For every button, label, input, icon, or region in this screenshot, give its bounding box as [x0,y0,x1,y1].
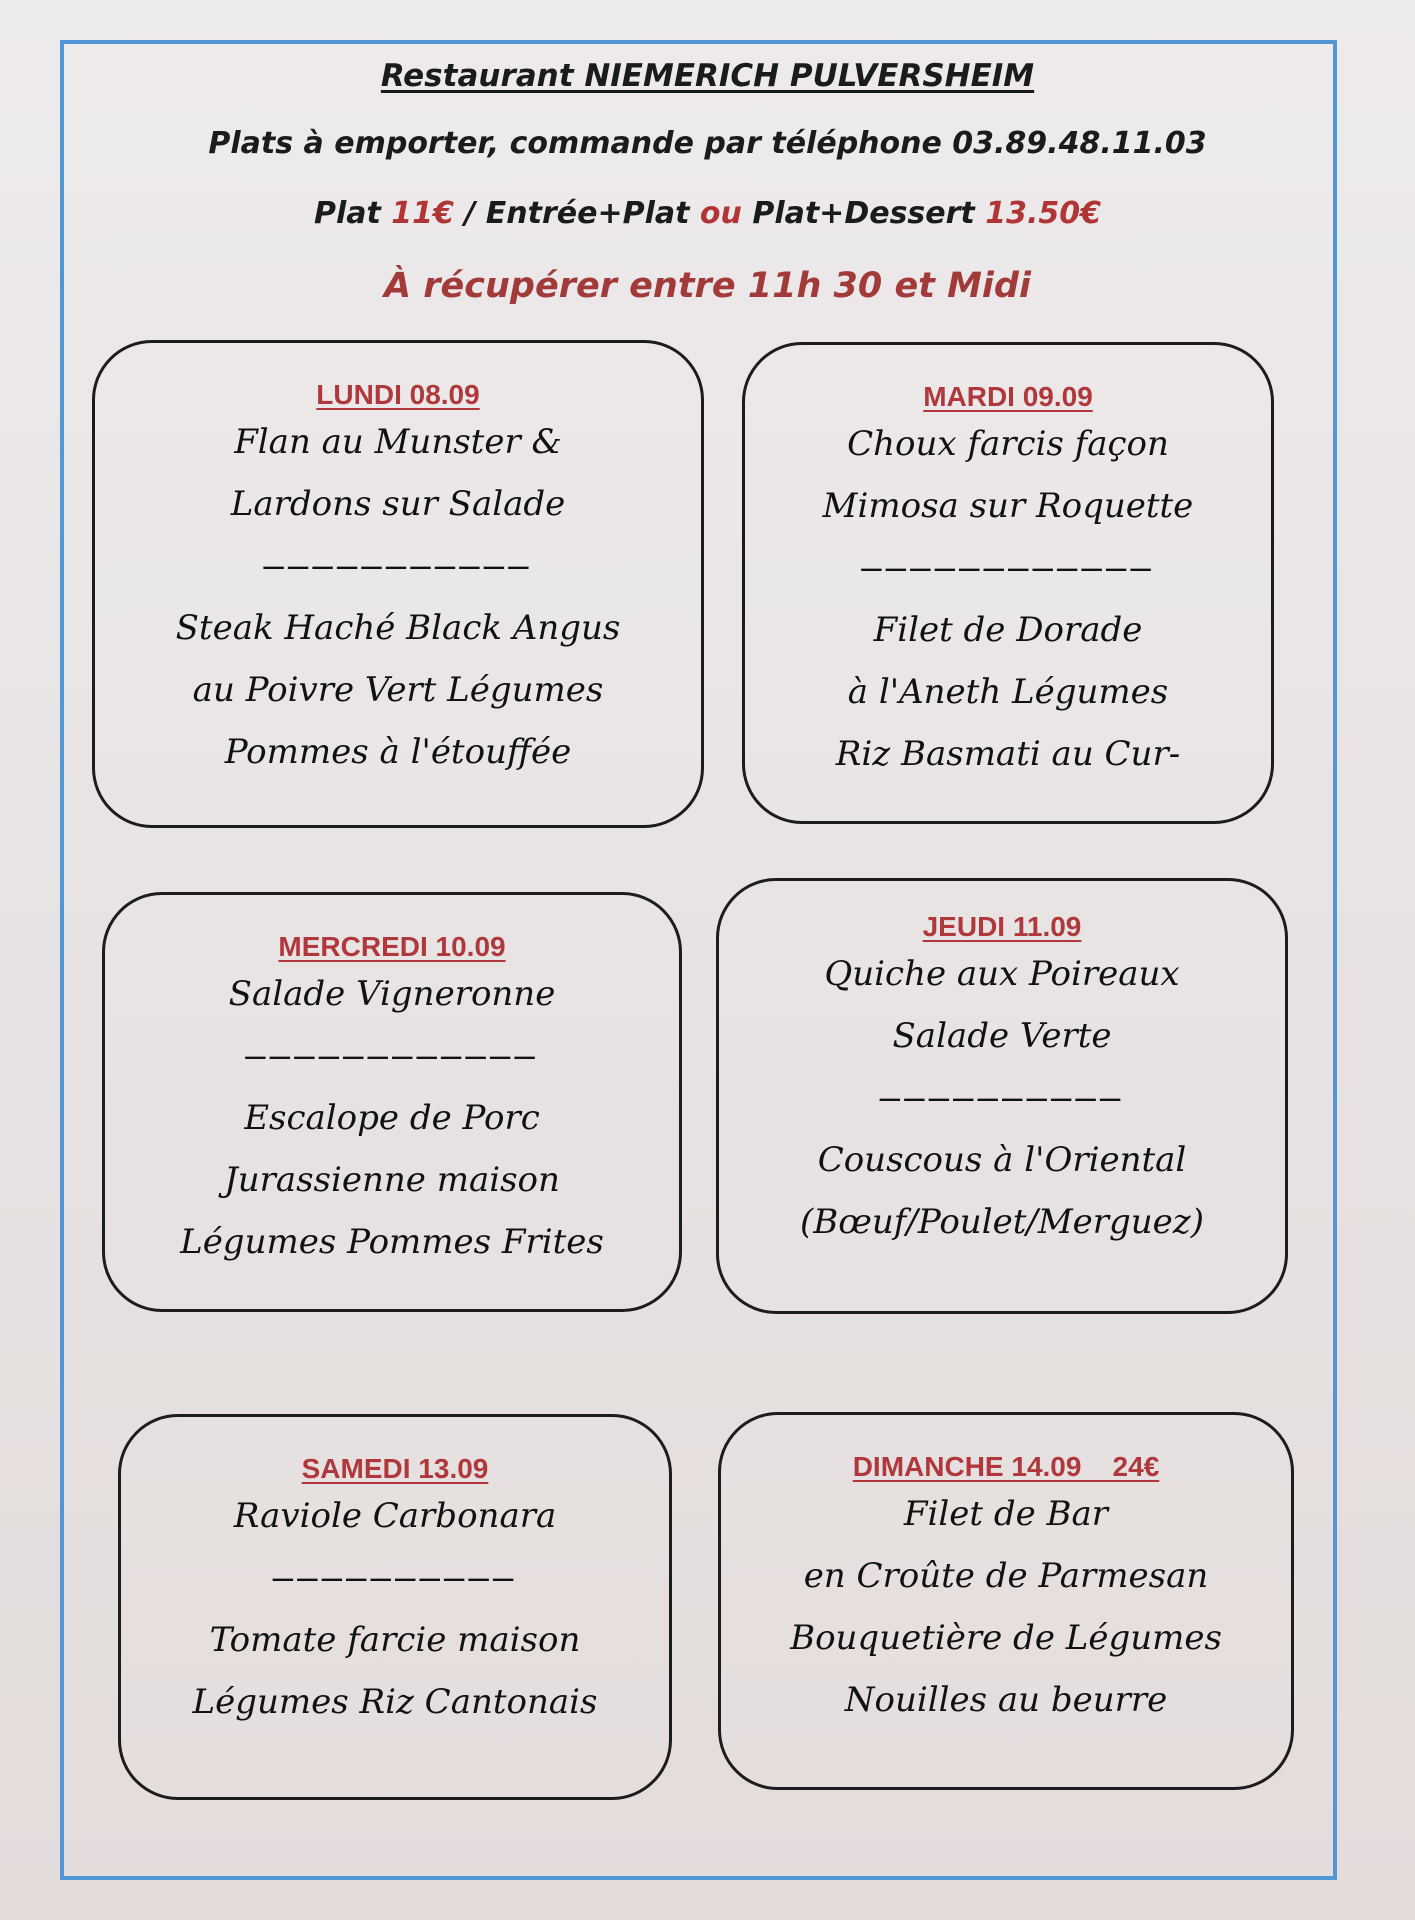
plat-line: Filet de Dorade [873,610,1143,650]
plat-line: à l'Aneth Légumes [847,672,1169,712]
course-separator: ———————————— [861,548,1155,588]
plat-line: Légumes Pommes Frites [180,1222,604,1262]
price-plat-label: Plat [313,196,381,231]
plat-line: (Bœuf/Poulet/Merguez) [800,1202,1204,1242]
day-heading: MERCREDI 10.09 [278,931,506,962]
dish-line: Bouquetière de Légumes [790,1618,1222,1658]
course-separator: —————————— [272,1558,518,1598]
day-heading: LUNDI 08.09 [316,379,480,410]
entree-line: Raviole Carbonara [233,1496,557,1536]
entree-line: Mimosa sur Roquette [822,486,1194,526]
day-heading: MARDI 09.09 [923,381,1093,412]
menu-card-mercredi [102,892,682,1312]
price-separator: / Entrée+Plat [464,196,690,231]
price-or: ou [699,196,742,231]
entree-line: Choux farcis façon [847,424,1169,464]
price-combo-label: Plat+Dessert [752,196,975,231]
course-separator: ———————————— [245,1036,539,1076]
restaurant-title: Restaurant NIEMERICH PULVERSHEIM [380,58,1035,94]
day-heading: SAMEDI 13.09 [301,1453,489,1484]
plat-line: Pommes à l'étouffée [224,732,572,772]
plat-line: Jurassienne maison [224,1160,560,1200]
plat-line: Tomate farcie maison [209,1620,581,1660]
menu-card-lundi [92,340,704,828]
phone-line: Plats à emporter, commande par téléphone 03.89.48.11.03 [208,126,1207,161]
plat-line: Escalope de Porc [244,1098,540,1138]
menu-card-samedi [118,1414,672,1800]
menu-card-jeudi [716,878,1288,1314]
menu-card-dimanche [718,1412,1294,1790]
entree-line: Salade Verte [892,1016,1112,1056]
course-separator: ——————————— [263,546,533,586]
price-plat: 11€ [391,196,454,231]
plat-line: au Poivre Vert Légumes [192,670,604,710]
price-line [0,196,1415,231]
dish-line: en Croûte de Parmesan [803,1556,1209,1596]
pickup-time: À récupérer entre 11h 30 et Midi [384,266,1031,306]
plat-line: Légumes Riz Cantonais [192,1682,598,1722]
day-heading: DIMANCHE 14.09 24€ [852,1451,1160,1482]
dish-line: Filet de Bar [903,1494,1109,1534]
plat-line: Couscous à l'Oriental [817,1140,1187,1180]
menu-card-mardi [742,342,1274,824]
price-combo: 13.50€ [985,196,1101,231]
entree-line: Flan au Munster & [234,422,562,462]
entree-line: Salade Vigneronne [228,974,556,1014]
plat-line: Riz Basmati au Cur- [835,734,1181,774]
entree-line: Lardons sur Salade [230,484,566,524]
plat-line: Steak Haché Black Angus [175,608,621,648]
day-heading: JEUDI 11.09 [922,911,1082,942]
entree-line: Quiche aux Poireaux [824,954,1180,994]
course-separator: —————————— [879,1078,1125,1118]
dish-line: Nouilles au beurre [844,1680,1168,1720]
